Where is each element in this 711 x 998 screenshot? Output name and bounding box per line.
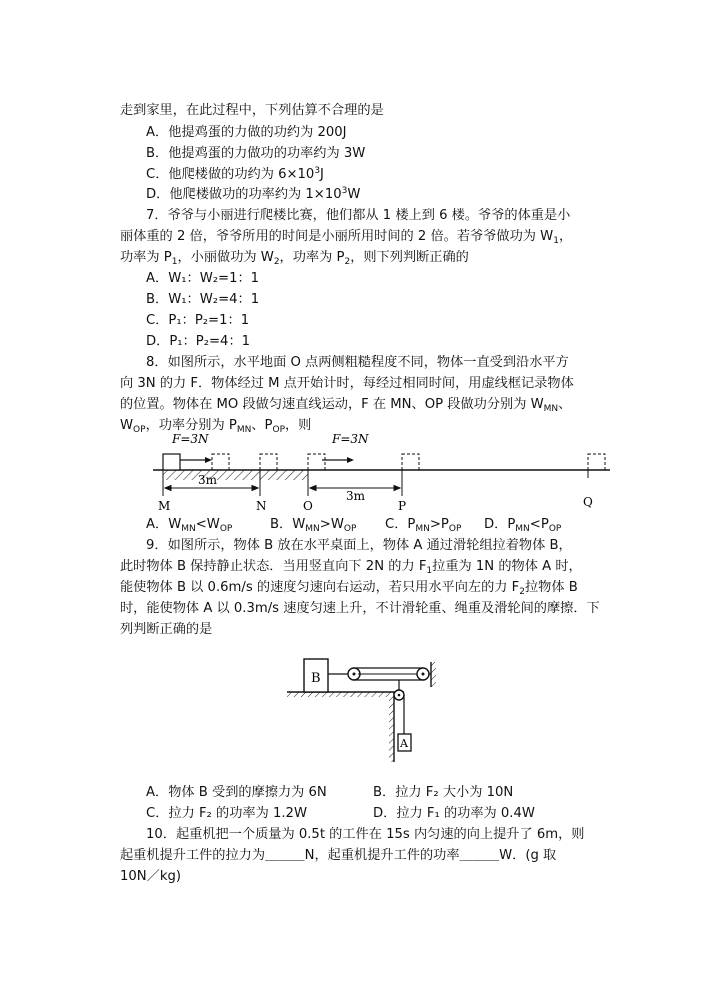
rough-surface-region xyxy=(163,470,308,480)
block-dashed xyxy=(212,454,229,470)
wall xyxy=(431,662,436,687)
q9-stem-line4: 时，能使物体 A 以 0.3m/s 速度匀速上升，不计滑轮重、绳重及滑轮间的摩擦．下 xyxy=(120,601,600,616)
q9-option-d: D．拉力 F₁ 的功率为 0.4W xyxy=(373,806,535,821)
point-label-q: Q xyxy=(583,495,593,509)
q7-option-d: D．P₁：P₂=4：1 xyxy=(146,334,251,349)
q8-stem-line3: 的位置。物体在 MO 段做匀速直线运动，F 在 MN、OP 段做功分别为 $W_{MN}$、 xyxy=(120,397,572,414)
block-dashed xyxy=(260,454,277,470)
q6-option-d: D．他爬楼做功的功率约为 $1\times 10^3W$ xyxy=(146,186,361,202)
block-dashed xyxy=(588,454,605,470)
q10-stem-line1: 10．起重机把一个质量为 0.5t 的工件在 15s 内匀速的向上提升了 6m，则 xyxy=(146,827,585,842)
q8-option-d: D．$P_{MN}<P_{OP}$ xyxy=(484,517,562,534)
point-label-n: N xyxy=(256,499,267,513)
q8-stem-line4: $W_{OP}$，功率分别为 $P_{MN}$、$P_{OP}$，则 xyxy=(120,418,312,435)
point-label-p: P xyxy=(398,499,407,513)
point-label-m: M xyxy=(158,499,171,513)
q7-stem-line2: 丽体重的 2 倍，爷爷所用的时间是小丽所用时间的 2 倍。若爷爷做功为 $W_1$， xyxy=(120,229,573,246)
q9-stem-line3: 能使物体 B 以 0.6m/s 的速度匀速向右运动，若只用水平向左的力 $F_2$拉物体 B xyxy=(120,580,578,597)
q7-option-b: B．W₁：W₂=4：1 xyxy=(146,292,260,307)
block-dashed xyxy=(402,454,419,470)
block-dashed xyxy=(308,454,325,470)
table-surface xyxy=(287,692,404,697)
q8-option-a: A．$W_{MN}<W_{OP}$ xyxy=(146,517,233,534)
q9-pulley-diagram xyxy=(282,652,442,764)
q8-stem-line1: 8．如图所示，水平地面 O 点两侧粗糙程度不同，物体一直受到沿水平方 xyxy=(146,355,569,370)
q10-stem-line2: 起重机提升工件的拉力为＿＿＿N，起重机提升工件的功率＿＿＿W．(g 取 xyxy=(120,848,557,863)
q7-option-c: C．P₁：P₂=1：1 xyxy=(146,313,250,328)
q8-stem-line2: 向 3N 的力 F．物体经过 M 点开始计时，每经过相同时间，用虚线框记录物体 xyxy=(120,376,574,391)
weight-a-label: A xyxy=(400,737,408,750)
q10-stem-line3: 10N／kg) xyxy=(120,869,181,884)
q8-option-b: B．$W_{MN}>W_{OP}$ xyxy=(270,517,357,534)
block-b-label: B xyxy=(311,671,321,686)
block-solid xyxy=(163,454,180,470)
q9-option-b: B．拉力 F₂ 大小为 10N xyxy=(373,785,514,800)
table-edge xyxy=(389,697,394,762)
q6-option-c: C．他爬楼做的功约为 $6\times 10^3J$ xyxy=(146,166,324,182)
question-intro-line: 走到家里，在此过程中，下列估算不合理的是 xyxy=(120,103,384,118)
q8-option-c: C．$P_{MN}>P_{OP}$ xyxy=(385,517,462,534)
force-label-1: F=3N xyxy=(172,432,209,446)
q9-option-c: C．拉力 F₂ 的功率为 1.2W xyxy=(146,806,307,821)
distance-label-op: 3m xyxy=(346,489,366,503)
q6-option-a: A．他提鸡蛋的力做的功约为 200J xyxy=(146,125,347,140)
q7-stem-line1: 7．爷爷与小丽进行爬楼比赛，他们都从 1 楼上到 6 楼。爷爷的体重是小 xyxy=(146,208,571,223)
q9-stem-line5: 列判断正确的是 xyxy=(120,622,213,637)
q9-stem-line1: 9．如图所示，物体 B 放在水平桌面上，物体 A 通过滑轮组拉着物体 B， xyxy=(146,538,572,553)
q7-stem-line3: 功率为 $P_1$，小丽做功为 $W_2$，功率为 $P_2$，则下列判断正确的 xyxy=(120,250,469,267)
q6-option-b: B．他提鸡蛋的力做功的功率约为 3W xyxy=(146,146,366,161)
q9-option-a: A．物体 B 受到的摩擦力为 6N xyxy=(146,785,327,800)
distance-label-mn: 3m xyxy=(198,473,218,487)
q9-stem-line2: 此时物体 B 保持静止状态．当用竖直向下 2N 的力 $F_1$拉重为 1N 的物体 A 时， xyxy=(120,559,582,576)
point-label-o: O xyxy=(303,499,313,513)
q7-option-a: A．W₁：W₂=1：1 xyxy=(146,271,260,286)
force-label-2: F=3N xyxy=(332,432,369,446)
q8-motion-diagram xyxy=(150,428,620,513)
